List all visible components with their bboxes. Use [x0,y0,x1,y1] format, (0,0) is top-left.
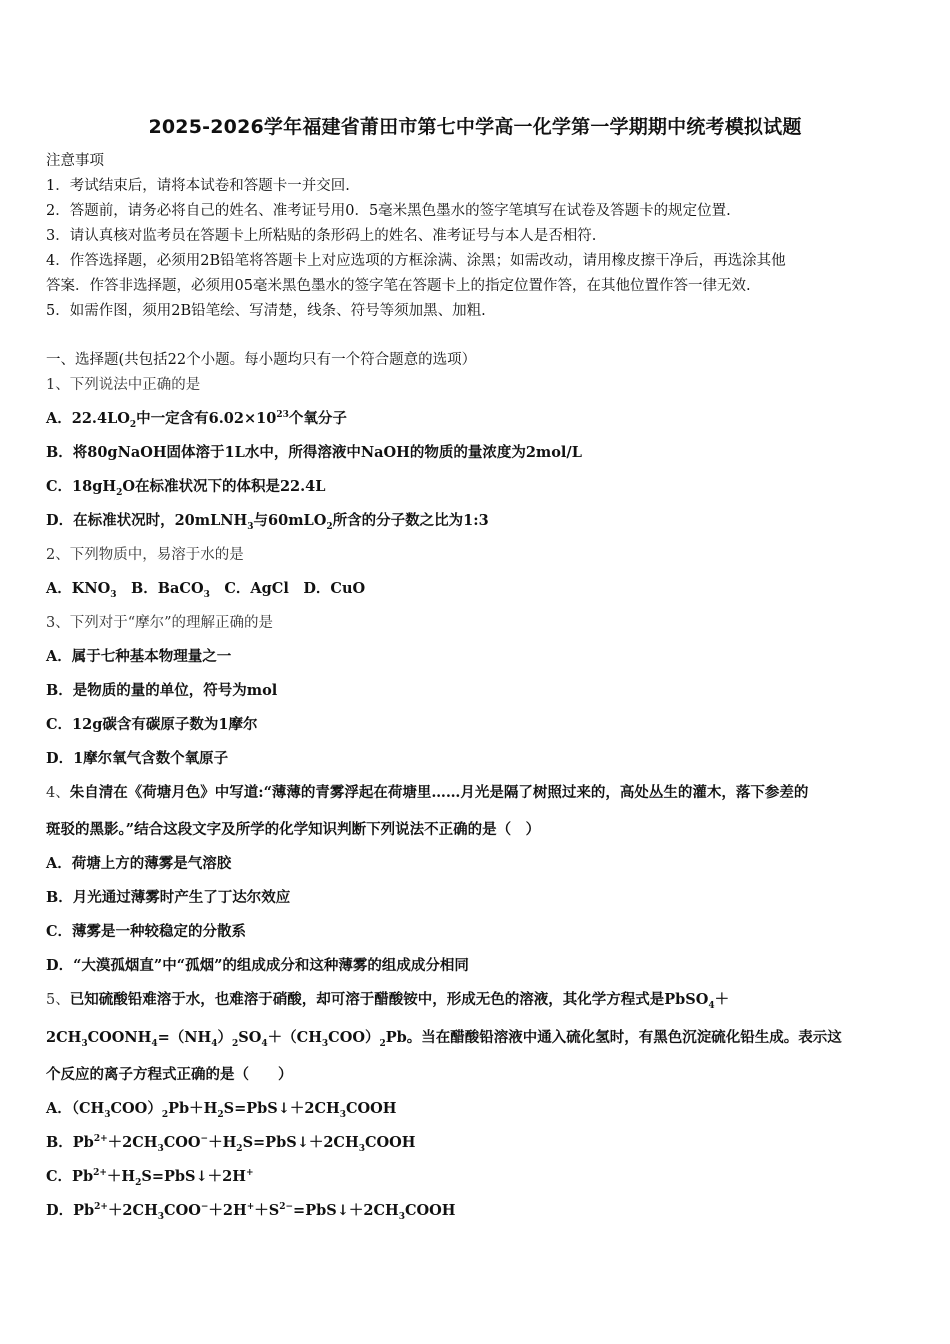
page-title: 2025-2026学年福建省莆田市第七中学高一化学第一学期期中统考模拟试题 [148,116,802,138]
q3-option-c: C．12g碳含有碳原子数为1摩尔 [46,716,258,733]
q5-option-a: A．$(CH_3COO)_2Pb+H_2S=PbS↓+2CH_3COOH$ [46,1100,397,1120]
q4-option-b: B．月光通过薄雾时产生了丁达尔效应 [46,889,291,906]
q5-stem-line3: 个反应的离子方程式正确的是（ ） [46,1066,293,1083]
notice-item-5: 5．如需作图，须用2B铅笔绘、写清楚，线条、符号等须加黑、加粗. [46,303,486,319]
section-heading: 一、选择题(共包括22个小题。每小题均只有一个符合题意的选项） [46,352,477,368]
q2-stem: 2、下列物质中，易溶于水的是 [46,547,244,563]
notice-item-4-cont: 答案．作答非选择题，必须用05毫米黑色墨水的签字笔在答题卡上的指定位置作答，在其他位置作答一律无效. [46,278,751,294]
notice-item-1: 1．考试结束后，请将本试卷和答题卡一并交回. [46,178,350,194]
notice-item-4: 4．作答选择题，必须用2B铅笔将答题卡上对应选项的方框涂满、涂黑；如需改动，请用橡皮擦干净后，再选涂其他 [46,253,786,269]
q3-option-d: D．1摩尔氧气含数个氧原子 [46,750,229,767]
q1-stem: 1、下列说法中正确的是 [46,377,201,393]
q5-stem-line1: 5、已知硫酸铅难溶于水，也难溶于硝酸，却可溶于醋酸铵中，形成无色的溶液，其化学方程式是PbSO$_4$＋ [46,991,730,1011]
q3-stem: 3、下列对于“摩尔”的理解正确的是 [46,615,274,631]
notice-heading: 注意事项 [46,153,104,169]
q5-option-c: C．$Pb^{2+}+H_2S=PbS↓+2H^+$ [46,1168,254,1188]
q4-option-c: C．薄雾是一种较稳定的分散系 [46,923,247,940]
q4-option-a: A．荷塘上方的薄雾是气溶胶 [46,855,232,872]
q4-stem-line2: 斑驳的黑影。”结合这段文字及所学的化学知识判断下列说法不正确的是（ ） [46,821,541,838]
notice-item-2: 2．答题前，请务必将自己的姓名、准考证号用0．5毫米黑色墨水的签字笔填写在试卷及答题卡的规定位置. [46,203,731,219]
q4-option-d: D．“大漠孤烟直”中“孤烟”的组成成分和这种薄雾的组成成分相同 [46,957,469,974]
q1-option-a: A．$22.4LO_2$中一定含有$6.02\times 10^{23}$个氧分子 [46,410,347,430]
q3-option-a: A．属于七种基本物理量之一 [46,648,232,665]
q1-option-c: C．$18gH_2O$在标准状况下的体积是22.4L [46,478,326,498]
q1-option-d: D．在标准状况时，20mLNH$_3$与60mLO$_2$所含的分子数之比为1:3 [46,512,489,532]
q5-option-d: D．$Pb^{2+}+2CH_3COO^-+2H^++S^{2-}=PbS↓+2CH_3COOH$ [46,1202,456,1222]
q4-stem-line1: 4、朱自清在《荷塘月色》中写道:“薄薄的青雾浮起在荷塘里……月光是隔了树照过来的，高处丛生的灌木，落下参差的 [46,784,809,801]
q2-options: A．$KNO_3$ B．BaCO$_3$ C．AgCl D．CuO [46,580,366,600]
q1-option-b: B．将80gNaOH固体溶于1L水中，所得溶液中NaOH的物质的量浓度为2mol/L [46,444,582,461]
q3-option-b: B．是物质的量的单位，符号为mol [46,682,278,699]
q5-stem-line2: $2CH_3COONH_4=(NH_4)_2SO_4+(CH_3COO)_2Pb$。当在醋酸铅溶液中通入硫化氢时，有黑色沉淀硫化铅生成。表示这 [46,1029,842,1049]
q5-option-b: B．$Pb^{2+}+2CH_3COO^-+H_2S=PbS↓+2CH_3COOH$ [46,1134,416,1154]
notice-item-3: 3．请认真核对监考员在答题卡上所粘贴的条形码上的姓名、准考证号与本人是否相符. [46,228,597,244]
